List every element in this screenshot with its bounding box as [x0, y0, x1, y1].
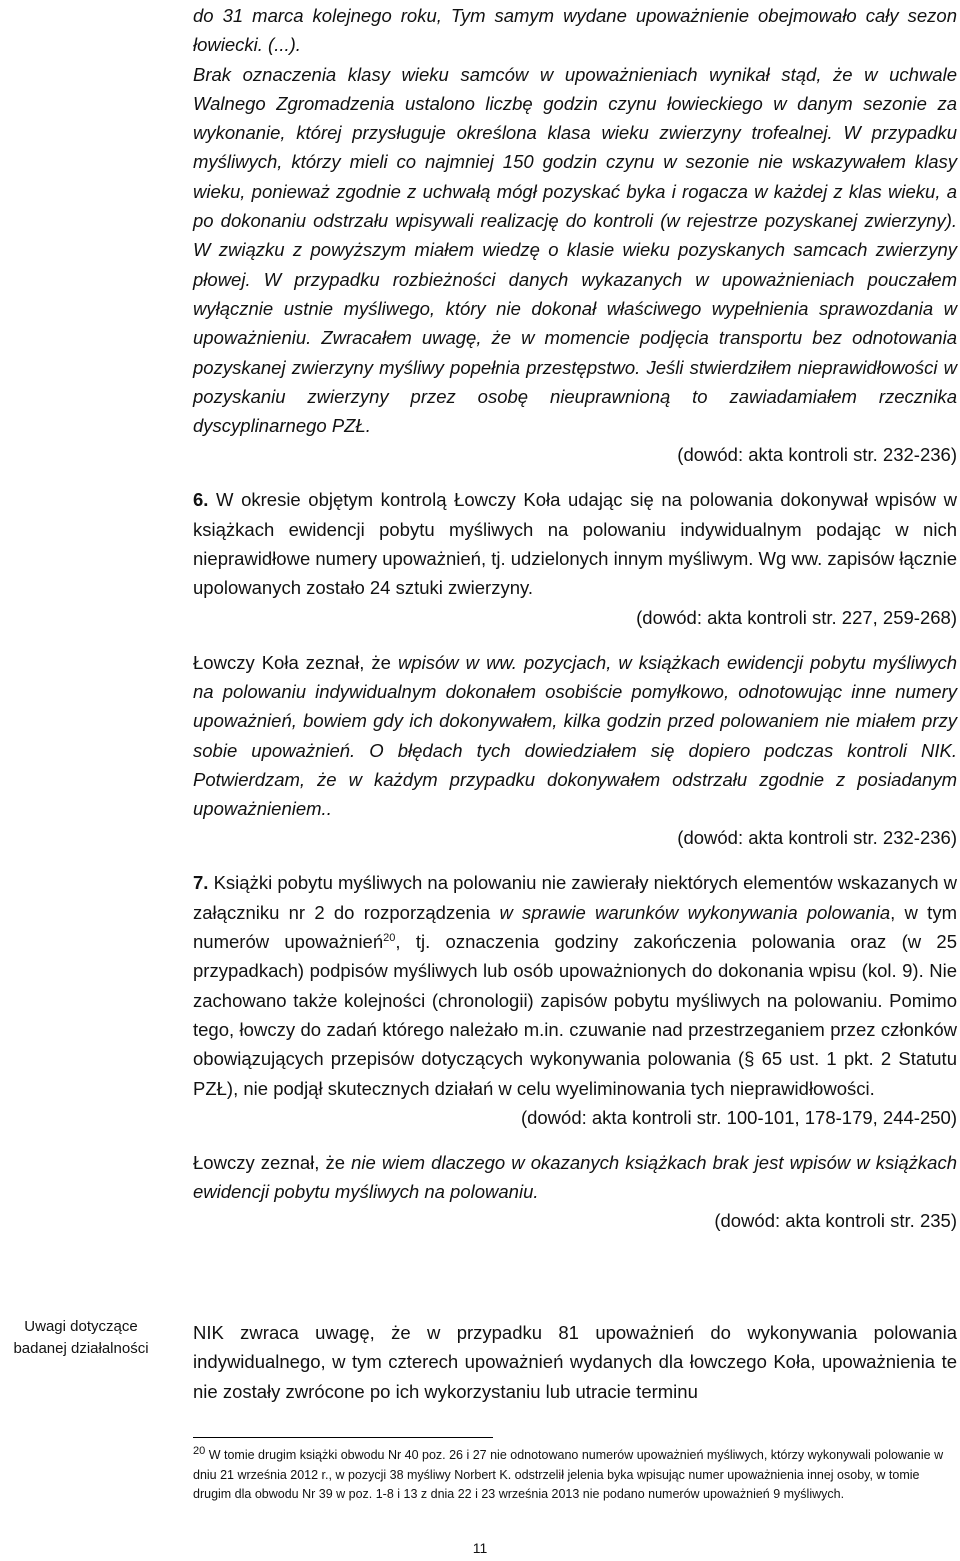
item-number: 7. — [193, 872, 209, 894]
footnote-text: W tomie drugim książki obwodu Nr 40 poz. 26 i 27 nie odnotowano numerów upoważnień myśliwych, którzy wykonywali polowanie w dniu 21 września 2012 r., w pozycji 38 myśliwy Norbert K. odstrzelił jelenia byka wpisując numer upoważnienia innej osoby, w tomie drugim dla obwodu Nr 39 w poz. 1-8 i 13 z dnia 22 i 23 września 2013 nie podano numerów upoważnień 9 myśliwych. — [193, 1448, 944, 1501]
testimony-paragraph — [193, 648, 957, 824]
testimony-paragraph: Brak oznaczenia klasy wieku samców w upoważnieniach wynikał stąd, że w uchwale Walnego Zgromadzenia ustalono liczbę godzin czynu łowieckiego w danym sezonie za wykonanie, której przysługuje określona klasa wieku zwierzyny trofealnej. W przypadku myśliwych, którzy mieli co najmniej 150 godzin czynu w sezonie nie wskazywałem klasy wieku, ponieważ zgodnie z uchwałą mógł pozyskać byka i rogacza w każdej z klas wieku, a po dokonaniu odstrzału wpisywali realizację do kontroli (w rejestrze pozyskanej zwierzyny). W związku z powyższym miałem wiedzę o klasie wieku pozyskanych samcach zwierzyny płowej. W przypadku rozbieżności danych wykazanych w upoważnieniach pouczałem wyłącznie ustnie myśliwego, który nie dokonał właściwego wypełnienia sprawozdania w upoważnieniu. Zwracałem uwagę, że w momencie podjęcia transportu bez odnotowania pozyskanej zwierzyny myśliwy popełnia przestępstwo. Jeśli stwierdziłem nieprawidłowości w pozyskaniu zwierzyny przez osobę nieuprawnioną to zawiadamiałem rzecznika dyscyplinarnego PZŁ. — [193, 63, 957, 437]
item-text: , tj. oznaczenia godziny zakończenia polowania oraz (w 25 przypadkach) podpisów myśliwych lub osób upoważnionych do dokonania wpisu (kol. 9). Nie zachowano także kolejności (chronologii) zapisów pobytu myśliwych na polowaniu. Pomimo tego, łowczy do zadań którego należało m.in. czuwanie nad przestrzeganiem przez członków obowiązujących przepisów dotyczących wykonywania polowania (§ 65 ust. 1 pkt. 2 Statutu PZŁ), nie podjął skutecznych działań w celu wyeliminowania tych nieprawidłowości. — [193, 931, 957, 1099]
regulation-title: w sprawie warunków wykonywania polowania — [499, 901, 891, 923]
item-6 — [193, 485, 957, 602]
testimony-quote: wpisów w ww. pozycjach, w książkach ewidencji pobytu myśliwych na polowaniu indywidualnym dokonałem osobiście pomyłkowo, odnotowując inne numery upoważnień, bowiem gdy ich dokonywałem, kilka godzin przed polowaniem nie miałem przy sobie upoważnień. O błędach tych dowiedziałem się dopiero podczas kontroli NIK. Potwierdzam, że w każdym przypadku dokonywałem odstrzału zgodnie z posiadanym upoważnieniem.. — [193, 651, 958, 820]
item-text: , w tym numerów upoważnień — [193, 901, 957, 953]
footnote — [193, 1446, 957, 1505]
testimony-lead: Łowczy Koła zeznał, że — [193, 651, 398, 673]
footnote-ref[interactable]: 20 — [383, 931, 396, 944]
evidence-reference: (dowód: akta kontroli str. 227, 259-268) — [636, 606, 957, 628]
footnote-divider — [193, 1437, 493, 1438]
evidence-reference: (dowód: akta kontroli str. 232-236) — [677, 444, 957, 466]
item-text: Książki pobytu myśliwych na polowaniu nie zawierały niektórych elementów wskazanych w załączniku nr 2 do rozporządzenia — [193, 872, 957, 923]
paragraph-continuation: do 31 marca kolejnego roku, Tym samym wydane upoważnienie obejmowało cały sezon łowiecki. (...). — [193, 5, 957, 56]
item-text: W okresie objętym kontrolą Łowczy Koła udając się na polowania dokonywał wpisów w książkach ewidencji pobytu myśliwych na polowaniu indywidualnym podając w nich nieprawidłowe numery upoważnień, tj. udzielonych innym myśliwym. Wg ww. zapisów łącznie upolowanych zostało 24 sztuki zwierzyny. — [193, 489, 957, 599]
page-number: 11 — [472, 1540, 488, 1556]
evidence-reference: (dowód: akta kontroli str. 235) — [714, 1210, 957, 1232]
item-number: 6. — [193, 489, 209, 511]
testimony-lead: Łowczy zeznał, że — [193, 1151, 352, 1173]
evidence-reference: (dowód: akta kontroli str. 232-236) — [677, 827, 957, 849]
testimony-paragraph — [193, 1148, 957, 1207]
testimony-quote: nie wiem dlaczego w okazanych książkach brak jest wpisów w książkach ewidencji pobytu myśliwych na polowaniu. — [193, 1151, 957, 1203]
footnote-mark: 20 — [193, 1444, 206, 1457]
evidence-reference: (dowód: akta kontroli str. 100-101, 178-179, 244-250) — [520, 1106, 957, 1128]
main-column — [193, 0, 957, 1235]
nik-remark: NIK zwraca uwagę, że w przypadku 81 upoważnień do wykonywania polowania indywidualnego, w tym czterech upoważnień wydanych dla łowczego Koła, upoważnienia te nie zostały zwrócone po ich wykorzystaniu lub utracie terminu — [193, 1322, 957, 1402]
item-7 — [193, 868, 957, 1102]
side-label: Uwagi dotyczące badanej działalności — [13, 1318, 149, 1357]
